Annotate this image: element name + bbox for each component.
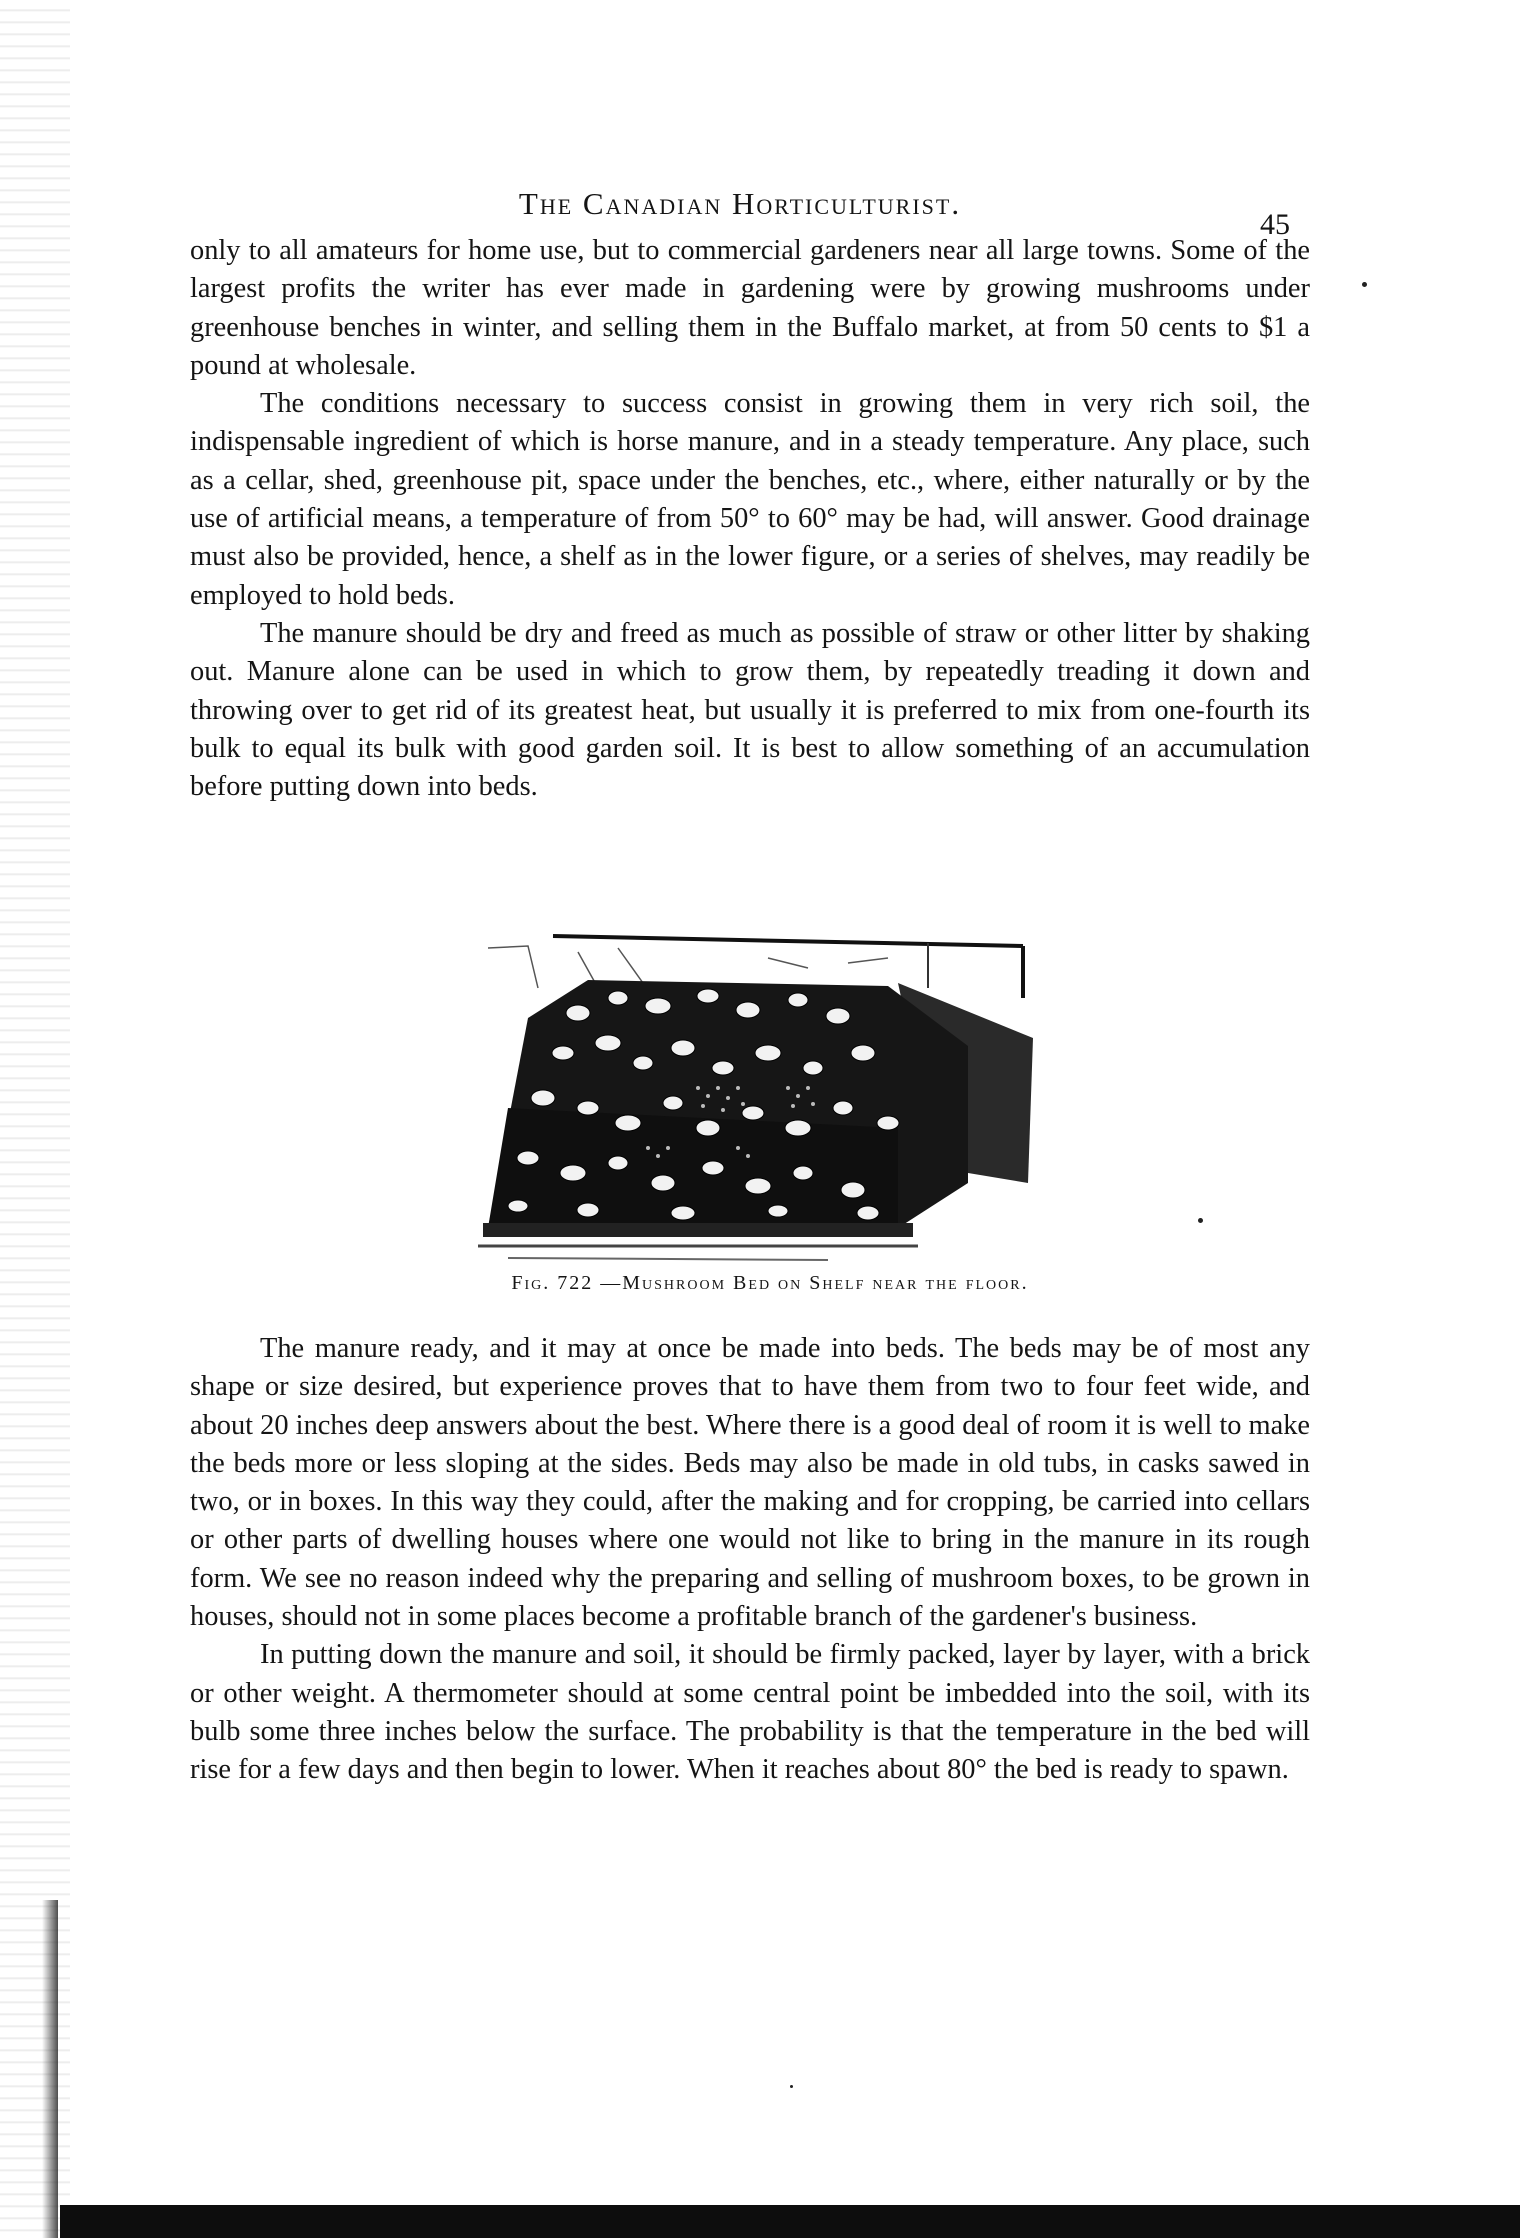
page-number: 45: [1260, 208, 1290, 241]
floor-line: [508, 1258, 828, 1260]
paragraph: The conditions necessary to success consist in growing them in very rich soil, the indispensable ingredient of which is horse manure, and in a steady temperature. Any place, such as a cellar, shed, greenhouse pit, space under the benches, etc., where, either naturally or by the use of artificial means, a temperature of from 50° to 60° may be had, will answer. Good drainage must also be provided, hence, a shelf as in the lower figure, or a series of shelves, may readily be employed to hold beds.: [190, 388, 1310, 611]
paragraph: The manure should be dry and freed as much as possible of straw or other litter by shaking out. Manure alone can be used in which to grow them, by repeatedly treading it down and throwing over to get rid of its greatest heat, but usually it is preferred to mix from one-fourth its bulk to equal its bulk with good garden soil. It is best to allow something of an accumulation before putting down into beds.: [190, 617, 1310, 803]
scan-bottom-edge: [60, 2205, 1520, 2238]
mushroom-bed-engraving: [468, 928, 1038, 1268]
scan-speck: [1362, 282, 1367, 287]
paragraph: only to all amateurs for home use, but to commercial gardeners near all large towns. Some of the largest profits the writer has ever made in gardening were by growing mushrooms under greenhouse benches in winter, and selling them in the Buffalo market, at from 50 cents to $1 a pound at wholesale.: [190, 235, 1310, 381]
shelf-top-rail: [553, 936, 1023, 946]
shelf-base: [483, 1223, 913, 1237]
background-sketch: [488, 946, 888, 988]
scan-speck: [1198, 1218, 1203, 1223]
scan-speck: [790, 2085, 793, 2088]
scan-edge-left: [0, 0, 70, 2238]
text-block-top: [190, 232, 1310, 806]
paragraph: In putting down the manure and soil, it should be firmly packed, layer by layer, with a brick or other weight. A thermometer should at some central point be imbedded into the soil, with its bulb some three inches below the surface. The probability is that the temperature in the bed will rise for a few days and then begin to lower. When it reaches about 80° the bed is ready to spawn.: [190, 1639, 1310, 1786]
paragraph: The manure ready, and it may at once be made into beds. The beds may be of most any shape or size desired, but experience proves that to have them from two to four feet wide, and about 20 inches deep answers about the best. Where there is a good deal of room it is well to make the beds more or less sloping at the sides. Beds may also be made in old tubs, in casks sawed in two, or in boxes. In this way they could, after the making and for cropping, be carried into cellars or other parts of dwelling houses where one would not like to bring in the manure in its rough form. We see no reason indeed why the preparing and selling of mushroom boxes, to be grown in houses, should not in some places become a profitable branch of the gardener's business.: [190, 1333, 1310, 1633]
text-block-bottom: [190, 1330, 1310, 1790]
running-header: The Canadian Horticulturist.: [518, 186, 962, 221]
scan-spine-shadow: [42, 1900, 58, 2238]
figure-caption: Fig. 722 —Mushroom Bed on Shelf near the floor.: [511, 1272, 1029, 1294]
